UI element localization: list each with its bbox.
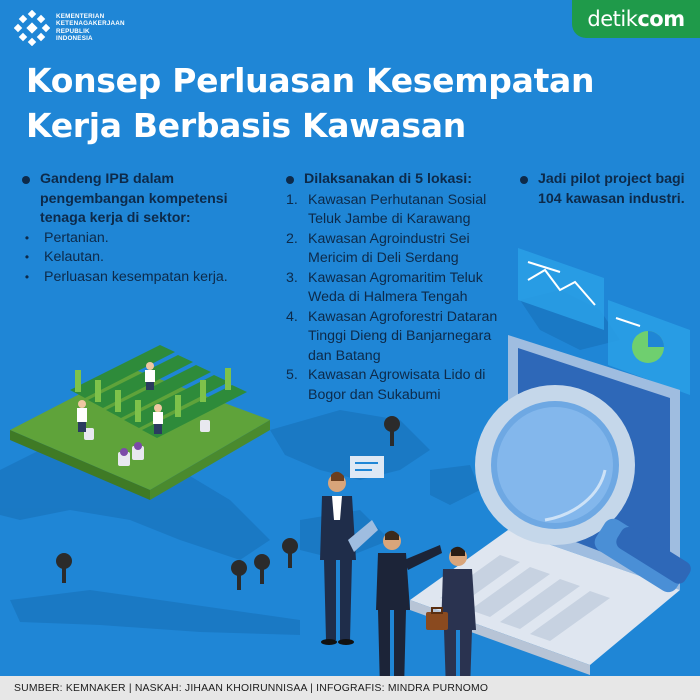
lead-text: Gandeng IPB dalam pengembangan kompetensi tenaga kerja di sektor: <box>40 171 228 226</box>
bullet-icon: • <box>24 269 30 284</box>
chart-small-card <box>350 456 384 478</box>
bullet-dot-icon <box>520 176 528 184</box>
ministry-name <box>56 10 146 42</box>
list-number: 4. <box>286 308 298 325</box>
sector-list <box>22 229 237 288</box>
list-item-text: Kawasan Agrowisata Lido di Bogor dan Sukabumi <box>308 367 486 403</box>
brand-light: detik <box>587 7 638 31</box>
business-people-illustration <box>320 472 476 690</box>
list-number: 5. <box>286 367 298 383</box>
list-number: 3. <box>286 269 298 286</box>
list-item <box>286 191 516 230</box>
list-number: 1. <box>286 191 298 208</box>
brand-logo-text <box>587 7 684 31</box>
kemnaker-logo <box>14 10 146 46</box>
lead-text: Dilaksanakan di 5 lokasi: <box>304 171 472 187</box>
ministry-line: REPUBLIK <box>56 27 90 35</box>
list-item-text: Kawasan Agroforestri Dataran Tinggi Dieng di Banjarnegara dan Batang <box>308 308 498 364</box>
column-lead <box>22 170 237 229</box>
list-item <box>286 269 516 308</box>
list-item <box>286 230 516 269</box>
title-line-1: Konsep Perluasan Kesempatan <box>26 61 595 100</box>
list-item-text: Kawasan Perhutanan Sosial Teluk Jambe di Karawang <box>308 191 487 227</box>
credits-footer <box>0 676 700 700</box>
list-item-text: Kelautan. <box>44 249 104 265</box>
lead-text: Jadi pilot project bagi 104 kawasan industri. <box>538 171 685 207</box>
column-pilot-project <box>520 170 690 209</box>
list-item-text: Kawasan Agromaritim Teluk Weda di Halmera Tengah <box>308 269 483 305</box>
ministry-line: INDONESIA <box>56 34 93 42</box>
list-item <box>22 229 237 249</box>
page-title <box>26 58 646 148</box>
column-locations <box>286 170 516 405</box>
column-lead <box>286 170 516 190</box>
list-item-text: Kawasan Agroindustri Sei Mericim di Deli Serdang <box>308 230 470 266</box>
credits-text: SUMBER: KEMNAKER | NASKAH: JIHAAN KHOIRUNNISAA | INFOGRAFIS: MINDRA PURNOMO <box>14 682 489 694</box>
list-item-text: Perluasan kesempatan kerja. <box>44 268 228 285</box>
kemnaker-logo-icon <box>14 10 50 46</box>
list-item <box>286 366 516 405</box>
brand-bold: com <box>637 7 685 31</box>
bullet-icon: • <box>24 230 30 245</box>
title-line-2: Kerja Berbasis Kawasan <box>26 106 466 145</box>
bullet-icon: • <box>24 250 30 264</box>
list-item <box>22 268 237 288</box>
list-item-text: Pertanian. <box>44 229 109 246</box>
list-item <box>22 248 237 268</box>
ministry-line: KEMENTERIAN <box>56 13 105 20</box>
bullet-dot-icon <box>22 176 30 184</box>
location-list <box>286 191 516 406</box>
ministry-line: KETENAGAKERJAAN <box>56 20 125 28</box>
column-ipb-partnership <box>22 170 237 287</box>
column-lead <box>520 170 690 209</box>
list-number: 2. <box>286 230 298 247</box>
detikcom-brand[interactable] <box>572 0 700 38</box>
bullet-dot-icon <box>286 176 294 184</box>
list-item <box>286 308 516 367</box>
